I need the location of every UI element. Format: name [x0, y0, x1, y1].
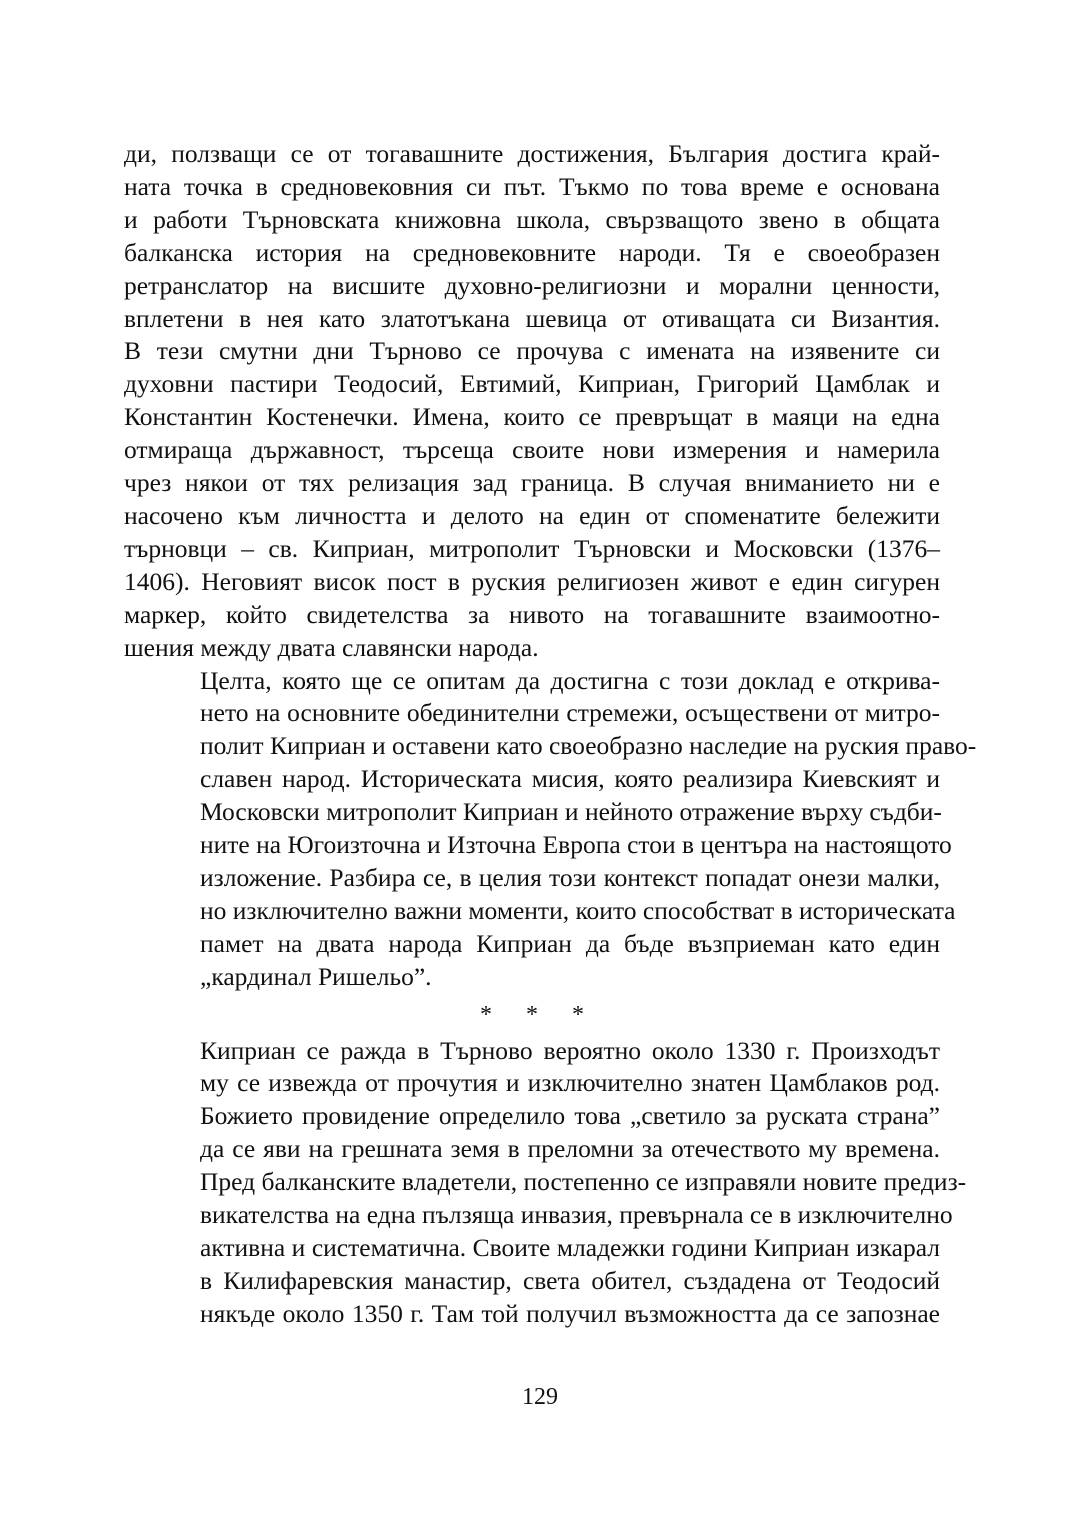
text-line: В тези смутни дни Търново се прочува с имената на изявените си — [124, 336, 940, 366]
text-line: но изключително важни моменти, които способстват в историческата — [200, 895, 956, 925]
text-line: „кардинал Ришельо”. — [200, 961, 432, 991]
text-line: изложение. Разбира се, в целия този контекст попадат онези малки, — [200, 862, 940, 892]
text-line: викателства на една пълзяща инвазия, превърнала се в изключително — [200, 1200, 953, 1230]
text-line: славен народ. Историческата мисия, която реализира Киевският и — [200, 764, 940, 794]
text-line: маркер, който свидетелства за нивото на тогавашните взаимоотно- — [124, 599, 940, 629]
text-line: вплетени в нея като златотъкана шевица от отиващата си Византия. — [124, 303, 940, 333]
text-line: ните на Югоизточна и Източна Европа стои в центъра на настоящото — [200, 830, 952, 860]
text-line: насочено към личността и делото на един от споменатите бележити — [124, 500, 940, 530]
text-line: ретранслатор на висшите духовно-религиозни и морални ценности, — [124, 270, 940, 300]
paragraph-1 — [124, 138, 940, 665]
text-line: духовни пастири Теодосий, Евтимий, Киприан, Григорий Цамблак и — [124, 369, 940, 399]
text-line: и работи Търновската книжовна школа, свързващото звено в общата — [124, 204, 940, 234]
text-line: памет на двата народа Киприан да бъде възприеман като един — [200, 928, 940, 958]
text-line: ната точка в средновековния си път. Тъкмо по това време е основана — [124, 171, 940, 201]
text-line: полит Киприан и оставени като своеобразно наследие на руския право- — [200, 731, 977, 761]
paragraph-2 — [124, 665, 977, 994]
text-line: нето на основните обединителни стремежи, осъществени от митро- — [200, 698, 940, 728]
page-number: 129 — [522, 1384, 558, 1410]
text-line: чрез някои от тях релизация зад граница. В случая вниманието ни е — [124, 468, 940, 498]
text-line: активна и систематична. Своите младежки години Киприан изкарал — [200, 1233, 940, 1262]
text-line: някъде около 1350 г. Там той получил възможността да се запознае — [200, 1298, 940, 1328]
text-line: 1406). Неговият висок пост в руския религиозен живот е един сигурен — [124, 566, 940, 596]
text-line: балканска история на средновековните народи. Тя е своеобразен — [124, 237, 940, 267]
page-body — [124, 138, 977, 1331]
text-line: Пред балканските владетели, постепенно се изправяли новите предиз- — [200, 1167, 967, 1197]
text-line: Целта, която ще се опитам да достигна с този доклад е открива- — [200, 665, 940, 695]
text-line: търновци – св. Киприан, митрополит Търновски и Московски (1376– — [124, 533, 940, 563]
section-divider: * * * — [480, 1001, 598, 1028]
text-line: Московски митрополит Киприан и нейното отражение върху съдби- — [200, 797, 942, 827]
text-line: шения между двата славянски народа. — [124, 632, 539, 662]
text-line: в Килифаревския манастир, света обител, създадена от Теодосий — [200, 1265, 940, 1295]
text-line: Константин Костенечки. Имена, които се превръщат в маяци на една — [124, 402, 940, 432]
text-line: Киприан се ражда в Търново вероятно около 1330 г. Произходът — [200, 1035, 940, 1065]
text-line: му се извежда от прочутия и изключително знатен Цамблаков род. — [200, 1068, 940, 1098]
text-line: ди, ползващи се от тогавашните достижения, България достига край- — [124, 139, 940, 168]
paragraph-3 — [124, 1035, 967, 1331]
text-line: да се яви на грешната земя в преломни за отечеството му времена. — [200, 1134, 940, 1164]
text-line: Божието провидение определило това „светило за руската страна” — [200, 1101, 940, 1131]
text-line: отмираща държавност, търсеща своите нови измерения и намерила — [124, 435, 940, 465]
